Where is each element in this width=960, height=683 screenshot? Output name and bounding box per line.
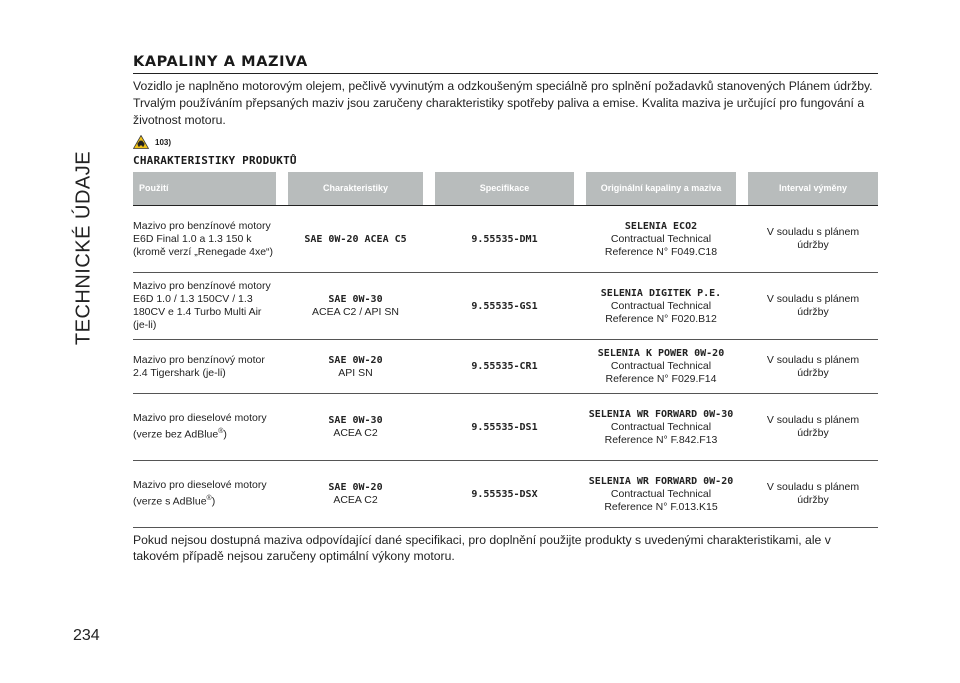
cell-specification: 9.55535-CR1 bbox=[435, 340, 574, 394]
cell-original-fluid: SELENIA WR FORWARD 0W-20 Contractual Technical Reference N° F.013.K15 bbox=[586, 461, 736, 528]
cell-characteristics: SAE 0W-20 API SN bbox=[288, 340, 423, 394]
table-row bbox=[133, 340, 878, 394]
intro-paragraph: Vozidlo je naplněno motorovým olejem, pečlivě vyvinutým a odzkoušeným speciálně pro splnění požadavků stanovených Plánem údržby. Trvalým používáním přepsaných maziv jsou zaručeny charakteristiky spotřeby paliva a emise. Kvalita maziva je určující pro fungování a životnost motoru. bbox=[133, 79, 873, 127]
cell-use: Mazivo pro dieselové motory (verze bez AdBlue®) bbox=[133, 394, 276, 461]
cell-characteristics: SAE 0W-30 ACEA C2 / API SN bbox=[288, 273, 423, 340]
section-title: KAPALINY A MAZIVA bbox=[133, 54, 878, 74]
cell-original-fluid: SELENIA WR FORWARD 0W-30 Contractual Technical Reference N° F.842.F13 bbox=[586, 394, 736, 461]
side-chapter-title: TECHNICKÉ ÚDAJE bbox=[72, 150, 95, 346]
header-change-interval: Interval výměny bbox=[748, 172, 878, 206]
cell-original-fluid: SELENIA DIGITEK P.E. Contractual Technical Reference N° F020.B12 bbox=[586, 273, 736, 340]
cell-use: Mazivo pro dieselové motory (verze s AdBlue®) bbox=[133, 461, 276, 528]
cell-original-fluid: SELENIA ECO2 Contractual Technical Reference N° F049.C18 bbox=[586, 206, 736, 273]
table-row bbox=[133, 461, 878, 528]
cell-original-fluid: SELENIA K POWER 0W-20 Contractual Technical Reference N° F029.F14 bbox=[586, 340, 736, 394]
cell-use: Mazivo pro benzínové motory E6D 1.0 / 1.3 150CV / 1.3 180CV e 1.4 Turbo Multi Air (je-li) bbox=[133, 273, 276, 340]
cell-characteristics: SAE 0W-20 ACEA C5 bbox=[288, 206, 423, 273]
table-row bbox=[133, 394, 878, 461]
cell-interval: V souladu s plánem údržby bbox=[748, 206, 878, 273]
cell-characteristics: SAE 0W-30 ACEA C2 bbox=[288, 394, 423, 461]
table-row bbox=[133, 273, 878, 340]
cell-interval: V souladu s plánem údržby bbox=[748, 340, 878, 394]
products-subheading: CHARAKTERISTIKY PRODUKTŮ bbox=[133, 154, 297, 167]
table-row bbox=[133, 206, 878, 273]
header-characteristics: Charakteristiky bbox=[288, 172, 423, 206]
cell-specification: 9.55535-DSX bbox=[435, 461, 574, 528]
cell-specification: 9.55535-DM1 bbox=[435, 206, 574, 273]
main-content bbox=[133, 54, 878, 564]
page-number: 234 bbox=[73, 627, 100, 644]
cell-use: Mazivo pro benzínový motor 2.4 Tigershark (je-li) bbox=[133, 340, 276, 394]
products-table bbox=[133, 172, 878, 528]
header-use: Použití bbox=[133, 172, 276, 206]
cell-specification: 9.55535-DS1 bbox=[435, 394, 574, 461]
cell-interval: V souladu s plánem údržby bbox=[748, 273, 878, 340]
cell-use: Mazivo pro benzínové motory E6D Final 1.0 a 1.3 150 k (kromě verzí „Renegade 4xe“) bbox=[133, 206, 276, 273]
car-warning-icon bbox=[133, 135, 149, 149]
header-specification: Specifikace bbox=[435, 172, 574, 206]
outro-paragraph: Pokud nejsou dostupná maziva odpovídající dané specifikaci, pro doplnění použijte produkty s uvedenými charakteristikami, ale v takovém případě nejsou zaručeny optimální výkony motoru. bbox=[133, 533, 831, 563]
cell-characteristics: SAE 0W-20 ACEA C2 bbox=[288, 461, 423, 528]
warning-ref-number: 103) bbox=[155, 137, 172, 147]
warning-reference bbox=[133, 134, 878, 150]
cell-interval: V souladu s plánem údržby bbox=[748, 394, 878, 461]
cell-interval: V souladu s plánem údržby bbox=[748, 461, 878, 528]
cell-specification: 9.55535-GS1 bbox=[435, 273, 574, 340]
table-header-row bbox=[133, 172, 878, 206]
header-original-fluids: Originální kapaliny a maziva bbox=[586, 172, 736, 206]
